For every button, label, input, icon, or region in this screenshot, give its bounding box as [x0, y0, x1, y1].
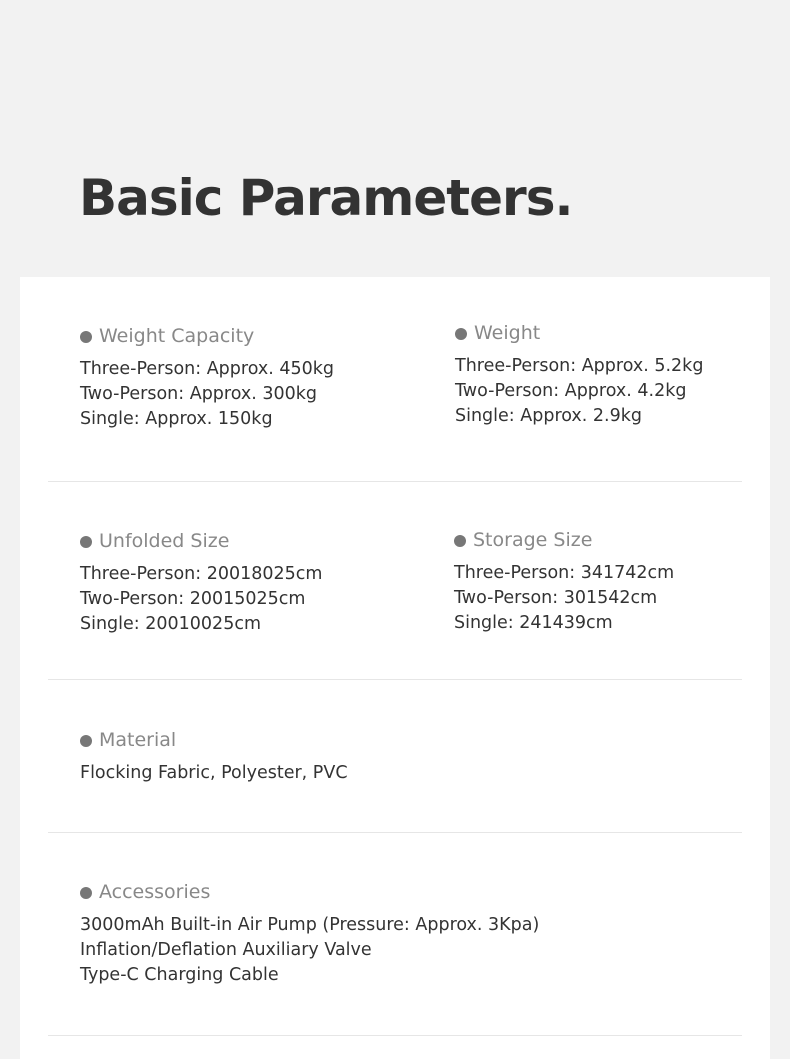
section-line: Single: 20010025cm	[80, 614, 261, 634]
divider	[48, 679, 742, 680]
section-line: Flocking Fabric, Polyester, PVC	[80, 763, 348, 783]
bullet-dot-icon	[80, 735, 92, 747]
bullet-dot-icon	[455, 328, 467, 340]
section-label	[80, 327, 334, 346]
bullet-dot-icon	[80, 536, 92, 548]
section-label	[80, 883, 539, 902]
section-line: 3000mAh Built-in Air Pump (Pressure: Approx. 3Kpa)	[80, 915, 540, 935]
section-label-text: Storage Size	[473, 529, 593, 551]
section-weight-capacity	[80, 327, 334, 432]
section-line: Two-Person: Approx. 300kg	[80, 384, 318, 404]
section-line: Inflation/Deflation Auxiliary Valve	[80, 940, 372, 960]
section-line: Three-Person: 20018025cm	[80, 564, 323, 584]
section-lines	[454, 561, 674, 636]
section-lines	[80, 913, 539, 988]
section-label	[455, 324, 703, 343]
section-weight	[455, 324, 703, 429]
section-lines	[80, 562, 322, 637]
section-accessories	[80, 883, 539, 988]
section-label-text: Weight Capacity	[99, 325, 255, 347]
section-line: Three-Person: Approx. 450kg	[80, 359, 334, 379]
section-label	[80, 731, 348, 750]
section-label-text: Material	[99, 729, 177, 751]
section-line: Two-Person: 301542cm	[454, 588, 658, 608]
section-line: Type-C Charging Cable	[80, 965, 279, 985]
section-line: Single: Approx. 150kg	[80, 409, 273, 429]
section-line: Single: 241439cm	[454, 613, 613, 633]
section-line: Three-Person: Approx. 5.2kg	[455, 356, 704, 376]
section-label-text: Accessories	[99, 881, 211, 903]
divider	[48, 481, 742, 482]
section-label-text: Weight	[474, 322, 541, 344]
section-label-text: Unfolded Size	[99, 530, 230, 552]
bullet-dot-icon	[80, 331, 92, 343]
bullet-dot-icon	[454, 535, 466, 547]
section-line: Single: Approx. 2.9kg	[455, 406, 642, 426]
section-storage-size	[454, 531, 674, 636]
section-unfolded-size	[80, 532, 322, 637]
section-line: Two-Person: Approx. 4.2kg	[455, 381, 687, 401]
page-title: Basic Parameters.	[79, 169, 573, 227]
section-lines	[80, 357, 334, 432]
section-label	[80, 532, 322, 551]
section-label	[454, 531, 674, 550]
divider	[48, 1035, 742, 1036]
section-lines	[455, 354, 703, 429]
bullet-dot-icon	[80, 887, 92, 899]
parameters-card	[20, 277, 770, 1059]
section-line: Three-Person: 341742cm	[454, 563, 675, 583]
section-lines	[80, 761, 348, 786]
section-material	[80, 731, 348, 786]
section-line: Two-Person: 20015025cm	[80, 589, 306, 609]
divider	[48, 832, 742, 833]
